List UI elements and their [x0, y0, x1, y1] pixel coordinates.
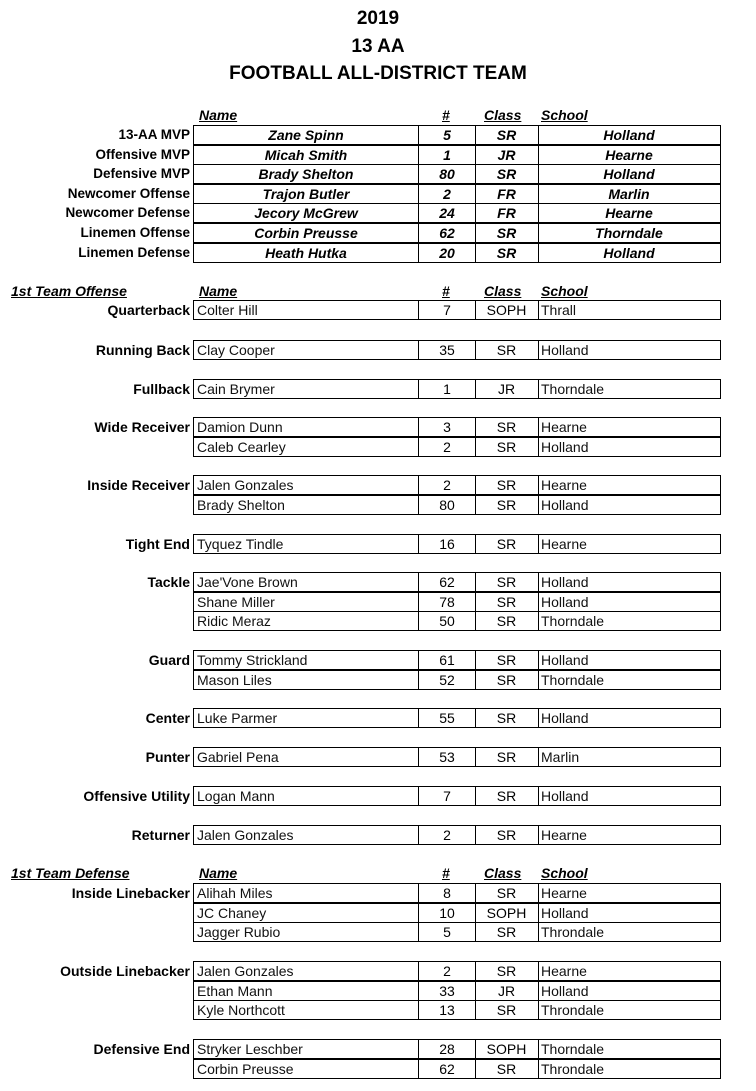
offense-player-row	[0, 417, 756, 437]
row-cells	[193, 223, 721, 243]
defense-player-row	[0, 961, 756, 981]
player-class: SR	[475, 651, 539, 669]
jersey-number: 62	[419, 573, 476, 591]
row-cells	[193, 203, 721, 223]
player-class: SR	[475, 1001, 539, 1019]
jersey-number: 52	[419, 671, 476, 689]
defense-header	[0, 865, 756, 881]
mvp-row	[0, 203, 756, 223]
offense-player-row	[0, 708, 756, 728]
row-cells	[193, 417, 721, 437]
player-school: Marlin	[541, 749, 580, 765]
player-name: Brady Shelton	[194, 165, 419, 183]
row-cells	[193, 1000, 721, 1020]
row-label: Tight End	[125, 536, 190, 552]
title-district: 13 AA	[351, 36, 405, 57]
row-cells	[193, 379, 721, 399]
jersey-number: 3	[419, 418, 476, 436]
player-school: Thorndale	[595, 225, 663, 241]
jersey-number: 20	[419, 244, 476, 262]
jersey-number: 80	[419, 496, 476, 514]
player-school: Hearne	[541, 419, 587, 435]
player-name: Tyquez Tindle	[194, 535, 419, 553]
player-class: SR	[475, 826, 539, 844]
row-cells	[193, 747, 721, 767]
player-school: Throndale	[541, 1002, 605, 1019]
row-label: Running Back	[95, 342, 190, 358]
player-name: Heath Hutka	[194, 244, 419, 262]
player-name: Trajon Butler	[194, 185, 419, 203]
row-cells	[193, 300, 721, 320]
row-label: Defensive End	[93, 1041, 190, 1057]
player-school: Hearne	[541, 963, 587, 979]
player-name: Stryker Leschber	[194, 1040, 419, 1058]
player-name: Damion Dunn	[194, 418, 419, 436]
row-cells	[193, 1039, 721, 1059]
jersey-number: 62	[419, 224, 476, 242]
player-name: Jecory McGrew	[194, 204, 419, 222]
row-label: 13-AA MVP	[118, 127, 190, 142]
row-label: Outside Linebacker	[60, 963, 190, 979]
player-class: SR	[475, 224, 539, 242]
mvp-header	[0, 107, 756, 123]
jersey-number: 78	[419, 593, 476, 611]
offense-player-row	[0, 747, 756, 767]
player-school: Marlin	[608, 185, 650, 202]
offense-player-row	[0, 825, 756, 845]
row-label: Defensive MVP	[93, 166, 190, 182]
row-cells	[193, 340, 721, 360]
player-class: SR	[475, 787, 539, 805]
offense-player-row	[0, 670, 756, 690]
row-cells	[193, 437, 721, 457]
player-class: SR	[475, 496, 539, 514]
player-class: FR	[475, 185, 539, 203]
column-header-class: Class	[484, 283, 522, 299]
mvp-row	[0, 125, 756, 145]
player-name: Corbin Preusse	[194, 1060, 419, 1078]
player-school: Holland	[541, 438, 589, 455]
row-cells	[193, 145, 721, 165]
player-class: SR	[475, 573, 539, 591]
jersey-number: 1	[419, 146, 476, 164]
row-cells	[193, 981, 721, 1001]
player-class: JR	[475, 146, 539, 164]
player-name: Tommy Strickland	[194, 651, 419, 669]
player-name: Logan Mann	[194, 787, 419, 805]
offense-player-row	[0, 340, 756, 360]
row-label: Offensive Utility	[83, 788, 190, 804]
row-cells	[193, 475, 721, 495]
player-name: Kyle Northcott	[194, 1001, 419, 1019]
player-name: Micah Smith	[194, 146, 419, 164]
row-label: Fullback	[133, 381, 190, 397]
row-label: Linemen Defense	[78, 244, 190, 260]
player-class: SR	[475, 593, 539, 611]
player-name: Alihah Miles	[194, 884, 419, 902]
player-school: Thorndale	[541, 381, 605, 397]
defense-player-row	[0, 883, 756, 903]
player-school: Throndale	[541, 924, 605, 941]
defense-player-row	[0, 1039, 756, 1059]
row-label: Returner	[131, 827, 190, 843]
row-label: Center	[145, 710, 190, 726]
row-cells	[193, 592, 721, 612]
row-cells	[193, 825, 721, 845]
jersey-number: 5	[419, 923, 476, 941]
player-school: Holland	[541, 788, 589, 804]
player-class: SR	[475, 962, 539, 980]
jersey-number: 2	[419, 826, 476, 844]
player-school: Holland	[603, 127, 655, 143]
jersey-number: 2	[419, 185, 476, 203]
column-header-school: School	[541, 283, 588, 299]
player-school: Holland	[541, 710, 589, 726]
row-cells	[193, 184, 721, 204]
title-year: 2019	[356, 8, 400, 29]
jersey-number: 53	[419, 748, 476, 766]
player-school: Thrall	[541, 302, 577, 318]
player-school: Thorndale	[541, 1041, 605, 1057]
jersey-number: 7	[419, 787, 476, 805]
player-name: JC Chaney	[194, 904, 419, 922]
row-label: Wide Receiver	[94, 419, 190, 435]
jersey-number: 24	[419, 204, 476, 222]
mvp-row	[0, 184, 756, 204]
player-class: SR	[475, 476, 539, 494]
defense-section-label: 1st Team Defense	[11, 865, 130, 881]
player-school: Hearne	[541, 885, 587, 901]
jersey-number: 50	[419, 612, 476, 630]
player-class: SR	[475, 884, 539, 902]
player-school: Throndale	[541, 1060, 605, 1077]
player-school: Hearne	[605, 205, 653, 222]
row-cells	[193, 534, 721, 554]
offense-player-row	[0, 495, 756, 515]
player-class: SR	[475, 438, 539, 456]
player-name: Gabriel Pena	[194, 748, 419, 766]
jersey-number: 62	[419, 1060, 476, 1078]
row-cells	[193, 243, 721, 263]
offense-section-label: 1st Team Offense	[11, 283, 127, 299]
jersey-number: 7	[419, 301, 476, 319]
player-class: SR	[475, 709, 539, 727]
column-header-name: Name	[199, 283, 238, 299]
title-team: FOOTBALL ALL-DISTRICT TEAM	[229, 63, 527, 84]
row-label: Offensive MVP	[95, 146, 190, 162]
player-school: Holland	[541, 574, 589, 590]
player-class: SOPH	[475, 301, 539, 319]
player-school: Holland	[541, 593, 589, 610]
player-class: SR	[475, 612, 539, 630]
offense-player-row	[0, 786, 756, 806]
offense-header	[0, 283, 756, 299]
offense-player-row	[0, 300, 756, 320]
jersey-number: 61	[419, 651, 476, 669]
row-cells	[193, 961, 721, 981]
offense-player-row	[0, 534, 756, 554]
jersey-number: 55	[419, 709, 476, 727]
player-class: SR	[475, 165, 539, 183]
offense-player-row	[0, 650, 756, 670]
row-label: Newcomer Offense	[67, 185, 190, 201]
player-name: Luke Parmer	[194, 709, 419, 727]
player-class: SR	[475, 923, 539, 941]
player-name: Caleb Cearley	[194, 438, 419, 456]
row-label: Inside Linebacker	[71, 885, 190, 901]
player-school: Hearne	[605, 146, 653, 163]
offense-player-row	[0, 379, 756, 399]
row-cells	[193, 708, 721, 728]
row-cells	[193, 883, 721, 903]
player-name: Brady Shelton	[194, 496, 419, 514]
defense-player-row	[0, 981, 756, 1001]
mvp-row	[0, 243, 756, 263]
player-class: SR	[475, 671, 539, 689]
column-header-school: School	[541, 107, 588, 123]
row-label: Guard	[148, 652, 190, 668]
jersey-number: 13	[419, 1001, 476, 1019]
jersey-number: 35	[419, 341, 476, 359]
mvp-row	[0, 223, 756, 243]
player-school: Holland	[541, 904, 589, 921]
defense-player-row	[0, 922, 756, 942]
offense-player-row	[0, 611, 756, 631]
row-label: Tackle	[147, 574, 190, 590]
jersey-number: 10	[419, 904, 476, 922]
player-class: JR	[475, 982, 539, 1000]
player-name: Jalen Gonzales	[194, 826, 419, 844]
player-name: Jalen Gonzales	[194, 476, 419, 494]
row-label: Linemen Offense	[80, 225, 190, 240]
player-school: Holland	[603, 166, 655, 183]
player-name: Zane Spinn	[194, 126, 419, 144]
defense-player-row	[0, 1059, 756, 1079]
row-cells	[193, 611, 721, 631]
column-header-school: School	[541, 865, 588, 881]
jersey-number: 1	[419, 380, 476, 398]
column-header-class: Class	[484, 107, 522, 123]
player-name: Cain Brymer	[194, 380, 419, 398]
row-cells	[193, 125, 721, 145]
player-class: JR	[475, 380, 539, 398]
row-cells	[193, 922, 721, 942]
offense-player-row	[0, 475, 756, 495]
player-name: Mason Liles	[194, 671, 419, 689]
player-name: Ethan Mann	[194, 982, 419, 1000]
row-cells	[193, 495, 721, 515]
player-class: SOPH	[475, 1040, 539, 1058]
row-cells	[193, 1059, 721, 1079]
player-school: Holland	[541, 652, 589, 668]
row-label: Newcomer Defense	[65, 205, 190, 221]
row-cells	[193, 572, 721, 592]
column-header-class: Class	[484, 865, 522, 881]
player-school: Hearne	[541, 477, 587, 493]
player-class: SR	[475, 244, 539, 262]
offense-player-row	[0, 437, 756, 457]
player-name: Jalen Gonzales	[194, 962, 419, 980]
mvp-row	[0, 145, 756, 165]
jersey-number: 28	[419, 1040, 476, 1058]
row-cells	[193, 903, 721, 923]
row-label: Punter	[145, 749, 190, 765]
player-school: Thorndale	[541, 671, 605, 688]
jersey-number: 2	[419, 476, 476, 494]
jersey-number: 80	[419, 165, 476, 183]
player-class: SOPH	[475, 904, 539, 922]
player-name: Clay Cooper	[194, 341, 419, 359]
player-name: Colter Hill	[194, 301, 419, 319]
player-school: Holland	[541, 496, 589, 513]
player-class: SR	[475, 418, 539, 436]
row-cells	[193, 164, 721, 184]
jersey-number: 33	[419, 982, 476, 1000]
player-name: Corbin Preusse	[194, 224, 419, 242]
column-header-name: Name	[199, 865, 238, 881]
row-label: Inside Receiver	[87, 477, 190, 493]
player-class: SR	[475, 1060, 539, 1078]
player-school: Holland	[541, 982, 589, 999]
row-cells	[193, 670, 721, 690]
offense-player-row	[0, 592, 756, 612]
player-name: Shane Miller	[194, 593, 419, 611]
player-class: SR	[475, 748, 539, 766]
player-name: Ridic Meraz	[194, 612, 419, 630]
column-header-name: Name	[199, 107, 238, 123]
defense-player-row	[0, 903, 756, 923]
player-school: Hearne	[541, 827, 587, 843]
jersey-number: 2	[419, 438, 476, 456]
player-school: Hearne	[541, 536, 587, 552]
row-label: Quarterback	[107, 302, 190, 318]
column-header-number: #	[442, 107, 450, 123]
player-school: Holland	[541, 342, 589, 358]
player-class: FR	[475, 204, 539, 222]
player-class: SR	[475, 535, 539, 553]
defense-player-row	[0, 1000, 756, 1020]
offense-player-row	[0, 572, 756, 592]
mvp-row	[0, 164, 756, 184]
player-school: Thorndale	[541, 613, 605, 630]
jersey-number: 8	[419, 884, 476, 902]
player-name: Jagger Rubio	[194, 923, 419, 941]
column-header-number: #	[442, 865, 450, 881]
player-class: SR	[475, 126, 539, 144]
jersey-number: 16	[419, 535, 476, 553]
player-name: Jae'Vone Brown	[194, 573, 419, 591]
player-class: SR	[475, 341, 539, 359]
row-cells	[193, 786, 721, 806]
jersey-number: 5	[419, 126, 476, 144]
jersey-number: 2	[419, 962, 476, 980]
row-cells	[193, 650, 721, 670]
player-school: Holland	[603, 244, 655, 261]
column-header-number: #	[442, 283, 450, 299]
